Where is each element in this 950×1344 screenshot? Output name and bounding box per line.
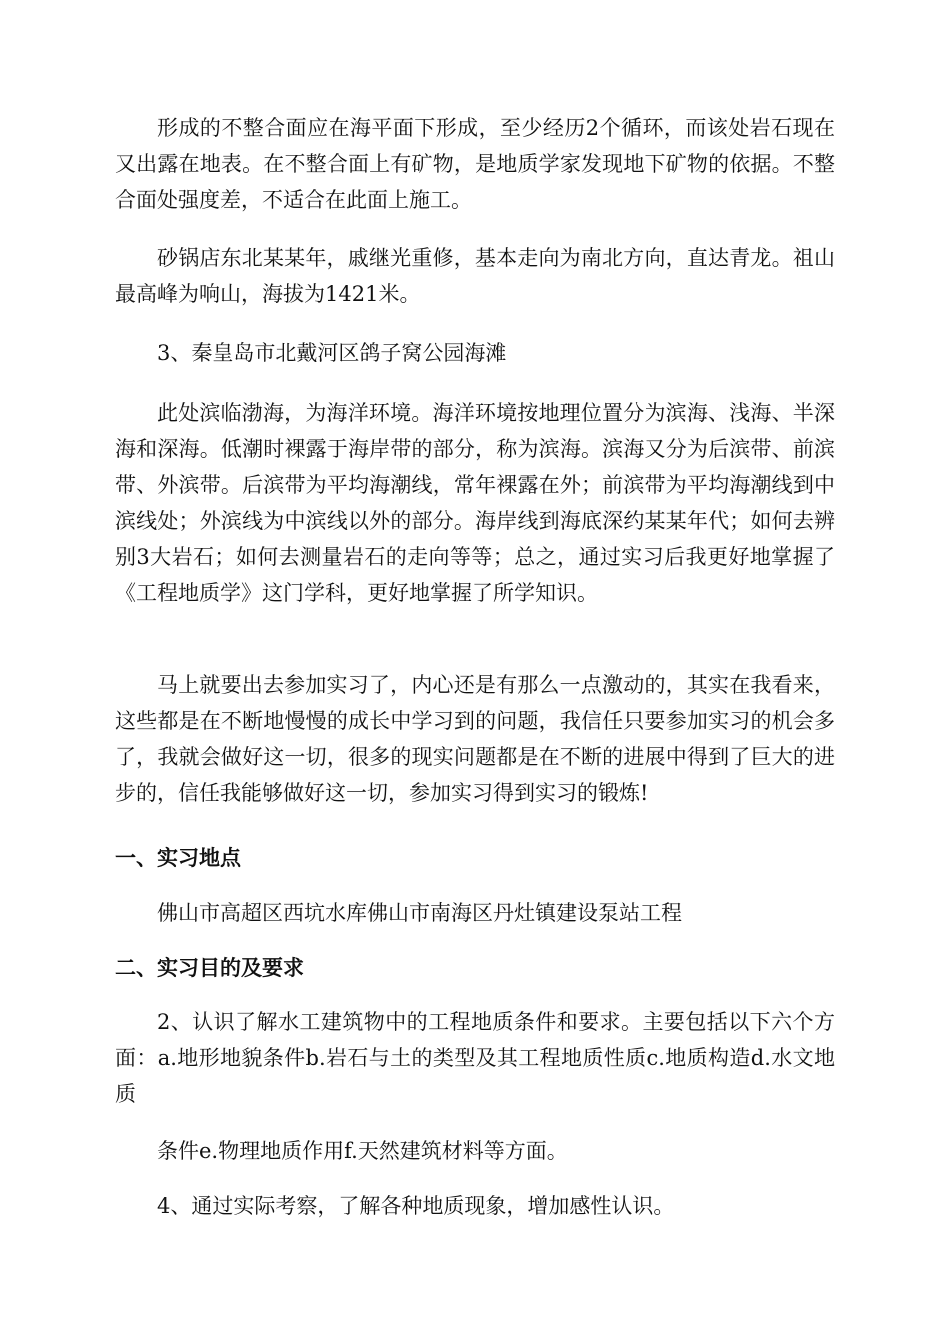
paragraph-mountain: 砂锅店东北某某年，戚继光重修，基本走向为南北方向，直达青龙。祖山最高峰为响山，海拔为1421米。 xyxy=(115,246,835,306)
paragraph-site-title: 3、秦皇岛市北戴河区鸽子窝公园海滩 xyxy=(157,341,507,365)
paragraph-purpose-4: 4、通过实际考察，了解各种地质现象，增加感性认识。 xyxy=(157,1194,675,1218)
paragraph-purpose-2: 2、认识了解水工建筑物中的工程地质条件和要求。主要包括以下六个方面：a.地形地貌条件b.岩石与土的类型及其工程地质性质c.地质构造d.水文地质 xyxy=(115,1010,835,1106)
paragraph-marine-environment: 此处滨临渤海，为海洋环境。海洋环境按地理位置分为滨海、浅海、半深海和深海。低潮时裸露于海岸带的部分，称为滨海。滨海又分为后滨带、前滨带、外滨带。后滨带为平均海潮线，常年裸露在外；前滨带为平均海潮线到中滨线处；外滨线为中滨线以外的部分。海岸线到海底深约某某年代；如何去辨别3大岩石；如何去测量岩石的走向等等；总之，通过实习后我更好地掌握了《工程地质学》这门学科，更好地掌握了所学知识。 xyxy=(115,401,835,605)
paragraph-reflection: 马上就要出去参加实习了，内心还是有那么一点激动的，其实在我看来，这些都是在不断地慢慢的成长中学习到的问题，我信任只要参加实习的机会多了，我就会做好这一切，很多的现实问题都是在不断的进展中得到了巨大的进步的，信任我能够做好这一切，参加实习得到实习的锻炼! xyxy=(115,673,835,805)
paragraph-unconformity: 形成的不整合面应在海平面下形成，至少经历2个循环，而该处岩石现在又出露在地表。在不整合面上有矿物，是地质学家发现地下矿物的依据。不整合面处强度差，不适合在此面上施工。 xyxy=(115,116,835,212)
paragraph-purpose-conditions: 条件e.物理地质作用f.天然建筑材料等方面。 xyxy=(157,1139,568,1163)
section-heading-purpose: 二、实习目的及要求 xyxy=(115,956,304,980)
paragraph-location: 佛山市高超区西坑水库佛山市南海区丹灶镇建设泵站工程 xyxy=(157,901,682,925)
section-heading-location: 一、实习地点 xyxy=(115,846,241,870)
